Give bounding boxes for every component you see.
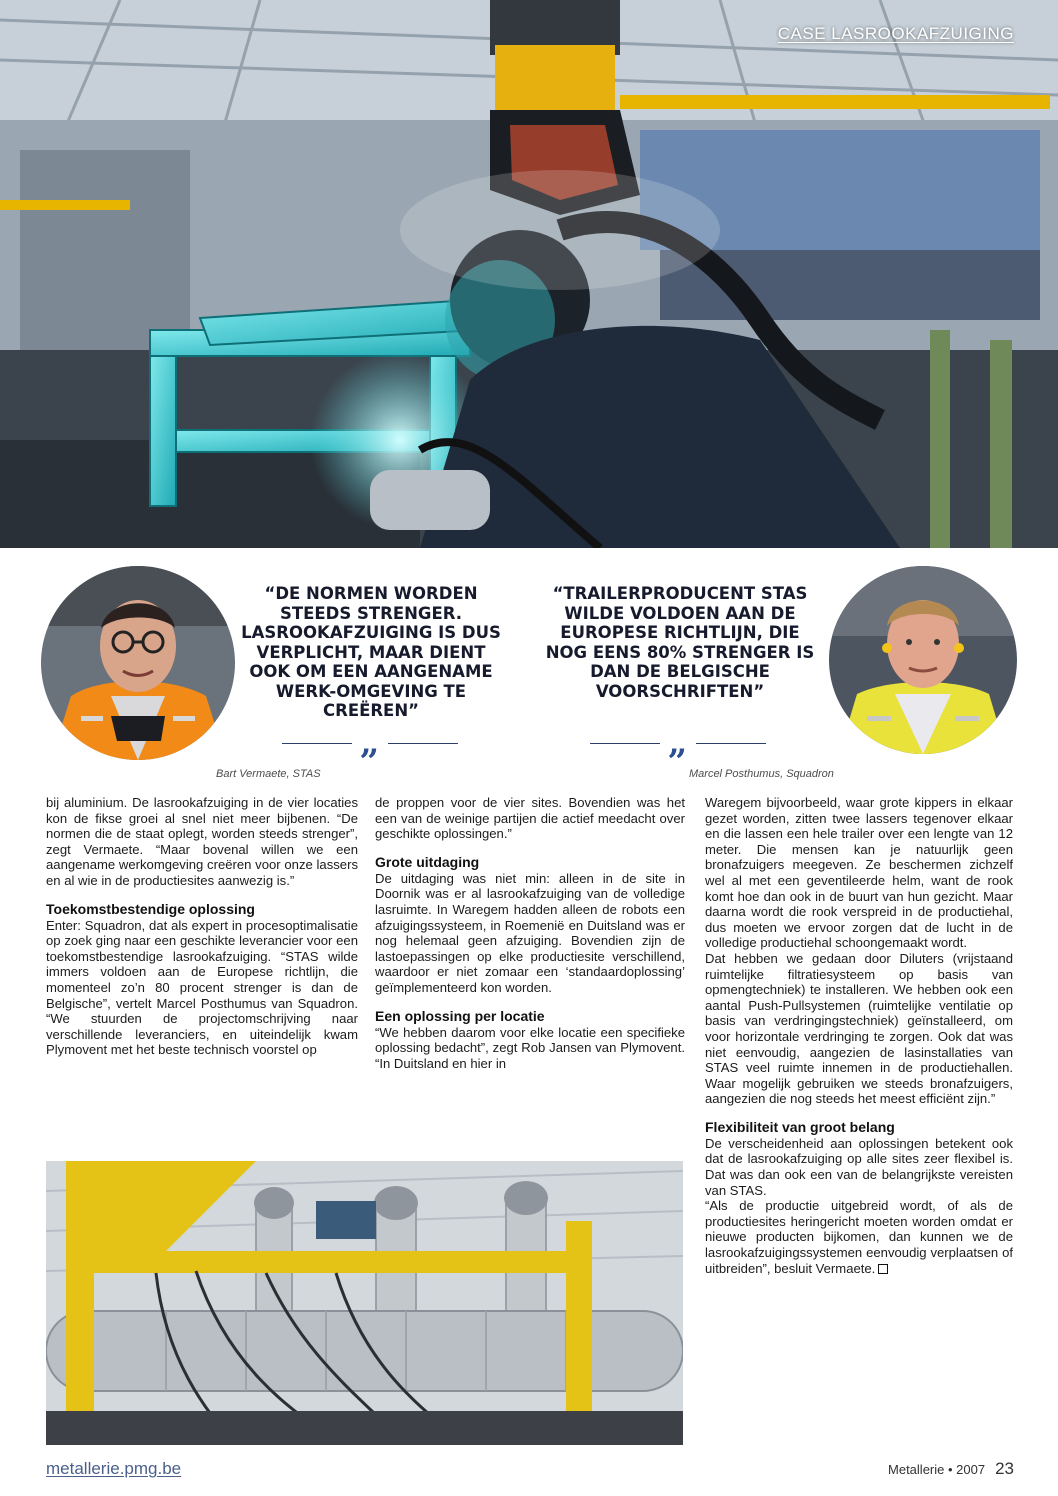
extraction-system-photo <box>46 1161 683 1445</box>
avatar-marcel-posthumus <box>829 566 1017 754</box>
photo-caption-left: Bart Vermaete, STAS <box>216 768 321 780</box>
subheading: Toekomstbestendige oplossing <box>46 900 255 917</box>
pull-quote-left: “DE NORMEN WORDEN STEEDS STRENGER. LASROOKAFZUIGING IS DUS VERPLICHT, MAAR DIENT OOK OM EEN AANGENAME WERK-OMGEVING TE CREËREN” <box>241 584 501 720</box>
divider-rule <box>282 743 352 744</box>
portrait-illustration <box>41 566 235 760</box>
welder-photo-illustration <box>0 0 1058 548</box>
section-label: CASE LASROOKAFZUIGING <box>777 24 1014 43</box>
paragraph: Dat hebben we gedaan door Diluters (vrijstaand ruimtelijke filtratiesysteem op basis van opmengtechniek) te installeren. We hebben ook een aantal Push-Pullsystemen (ruimtelijke ventilatie op basis van verdringingstechniek) geïnstalleerd, om voor horizontale verdringing te zorgen. Ook dat was niet eenvoudig, aangezien de lasinstallaties van STAS veel ruimte innemen in de productiehallen. Waar mogelijk gebruiken we steeds bronafzuigers, aangezien die nog steeds het meest efficiënt zijn.” <box>705 950 1013 1107</box>
avatar-bart-vermaete <box>41 566 235 760</box>
portrait-illustration <box>829 566 1017 754</box>
quote-mark-icon: „ <box>668 723 688 763</box>
quote-mark-icon: „ <box>360 723 380 763</box>
paragraph-text: “Als de productie uitgebreid wordt, of als de productiesites heringericht moeten worden omdat er nieuwe producten bijkomen, dan kunnen we de lasrookafzuigingssystemen eenvoudig verplaatsen of uitbreiden”, besluit Vermaete. <box>705 1198 1013 1276</box>
end-of-article-icon <box>878 1264 888 1274</box>
quote-divider-right <box>590 723 766 763</box>
hero-photo <box>0 0 1058 548</box>
subheading: Flexibiliteit van groot belang <box>705 1118 895 1135</box>
article-column-2 <box>375 795 685 1071</box>
quote-divider-left <box>282 723 458 763</box>
paragraph: bij aluminium. De lasrookafzuiging in de vier locaties kon de fikse groei al snel niet meer bijbenen. “De normen die de staat oplegt, worden steeds strenger”, zegt Vermaete. “Maar bovenal willen we een aangename werkomgeving creëren voor onze lassers en al wie in de productiesites aanwezig is.” <box>46 795 358 888</box>
publication-name: Metallerie • 2007 <box>888 1462 986 1477</box>
paragraph: De uitdaging was niet min: alleen in de site in Doornik was er al lasrookafzuiging van de volledige lasruimte. In Waregem hadden alleen de robots een afzuigingssysteem, in Roemenië en Duitsland was er nog helemaal geen afzuiging. Bovendien zijn de lastoepassingen op elke productiesite verschillend, waardoor er niet zomaar een ‘standaardoplossing’ geïmplementeerd kon worden. <box>375 870 685 995</box>
pull-quote-right: “TRAILERPRODUCENT STAS WILDE VOLDOEN AAN DE EUROPESE RICHTLIJN, DIE NOG EENS 80% STRENGER IS DAN DE BELGISCHE VOORSCHRIFTEN” <box>545 584 815 701</box>
paragraph: Enter: Squadron, dat als expert in procesoptimalisatie op zoek ging naar een geschikte leverancier voor een toekomstbestendige lasrookafzuiging. “STAS wilde immers voldoen aan de Europese richtlijn, die momenteel zo’n 80 procent strenger is dan de Belgische”, vertelt Marcel Posthumus van Squadron. “We stuurden de projectomschrijving naar verschillende leveranciers, en uiteindelijk kwam Plymovent met het beste technisch voorstel op <box>46 917 358 1058</box>
subheading: Een oplossing per locatie <box>375 1007 545 1024</box>
page-footer <box>888 1459 1014 1479</box>
paragraph: De verscheidenheid aan oplossingen betekent ook dat de lasrookafzuiging op alle sites zeer flexibel is. Dat was dan ook een van de belangrijkste vereisten van STAS. <box>705 1135 1013 1198</box>
article-column-1 <box>46 795 358 1058</box>
paragraph: Waregem bijvoorbeeld, waar grote kippers in elkaar gezet worden, zitten twee lassers tegenover elkaar en die lassen een hele trailer over een lengte van 12 meter. Die mensen kan je natuurlijk geen bronafzuigers meegeven. Ze beschermen zichzelf wel al met een geventileerde helm, want de rook komt hoe dan ook in de buurt van hun gezicht. Maar daarna wordt die rook verspreid in de productiehal, dus moeten we ervoor zorgen dat de lucht in de volledige productiehal schoongemaakt wordt. <box>705 795 1013 951</box>
divider-rule <box>590 743 660 744</box>
divider-rule <box>696 743 766 744</box>
page-number: 23 <box>995 1459 1014 1478</box>
extraction-photo-illustration <box>46 1161 683 1445</box>
article-column-3 <box>705 795 1013 1276</box>
subheading: Grote uitdaging <box>375 853 480 870</box>
paragraph: “We hebben daarom voor elke locatie een specifieke oplossing bedacht”, zegt Rob Jansen van Plymovent. “In Duitsland en hier in <box>375 1024 685 1071</box>
paragraph: de proppen voor de vier sites. Bovendien was het een van de weinige partijen die actief meedacht over geschikte oplossingen.” <box>375 795 685 842</box>
website-link[interactable]: metallerie.pmg.be <box>46 1459 182 1478</box>
photo-caption-right: Marcel Posthumus, Squadron <box>689 768 834 780</box>
paragraph-last <box>705 1198 1013 1276</box>
divider-rule <box>388 743 458 744</box>
